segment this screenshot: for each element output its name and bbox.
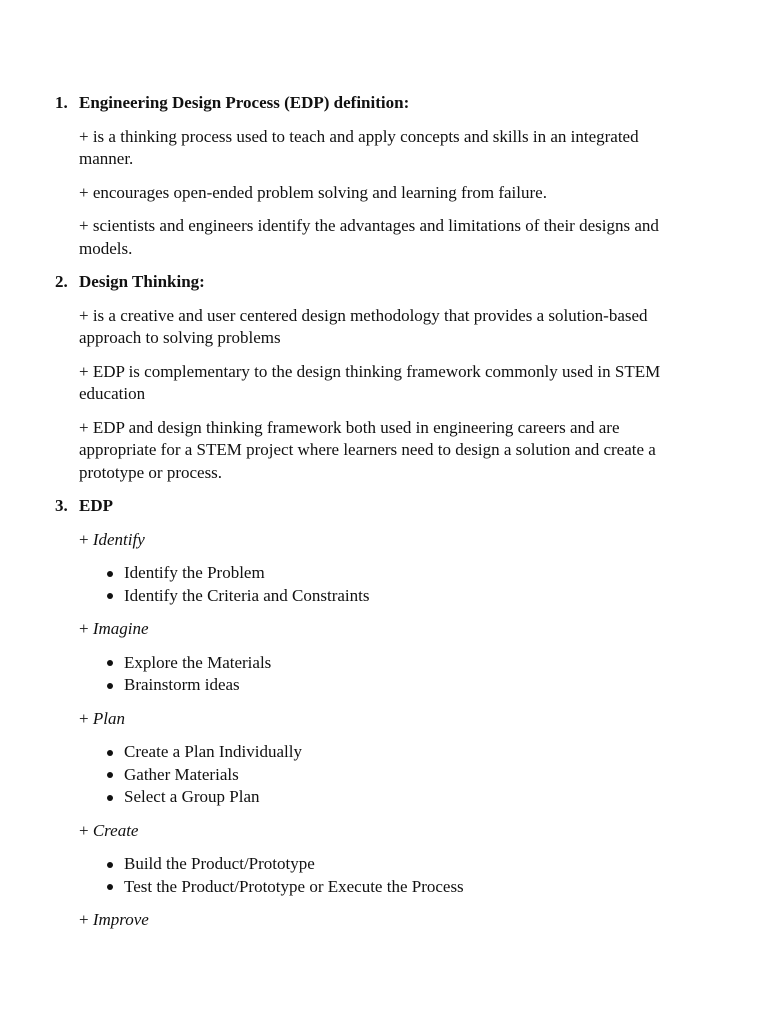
step-prefix: +: [79, 708, 93, 728]
paragraph: + is a thinking process used to teach and apply concepts and skills in an integrated manner.: [79, 126, 639, 168]
section-number: 1.: [55, 93, 68, 112]
section-title: Engineering Design Process (EDP) definition:: [79, 93, 410, 112]
list-item: Create a Plan Individually: [124, 741, 684, 764]
paragraph: + encourages open-ended problem solving and learning from failure.: [79, 182, 547, 202]
paragraph: + EDP is complementary to the design thinking framework commonly used in STEM education: [79, 361, 661, 403]
step-prefix: +: [79, 820, 93, 840]
step-items-imagine: [79, 652, 684, 697]
list-item: Explore the Materials: [124, 652, 684, 675]
step-label-plan: [79, 708, 684, 731]
paragraph: + EDP and design thinking framework both used in engineering careers and are appropriate for a STEM project where learners need to design a solution and create a prototype or process.: [79, 417, 656, 482]
step-name: Identify: [92, 529, 145, 549]
step-prefix: +: [79, 529, 93, 549]
section-number: 3.: [55, 496, 68, 515]
list-item: Gather Materials: [124, 764, 684, 787]
section-design-thinking: [55, 271, 684, 484]
list-item: Identify the Criteria and Constraints: [124, 585, 684, 608]
section-title: Design Thinking:: [79, 272, 205, 291]
step-name: Plan: [92, 708, 125, 728]
step-label-create: [79, 820, 684, 843]
list-item: Build the Product/Prototype: [124, 853, 684, 876]
section-edp-definition: [55, 92, 684, 260]
step-name: Improve: [92, 910, 149, 929]
section-number: 2.: [55, 272, 68, 291]
step-name: Imagine: [92, 619, 149, 638]
step-label-imagine: [79, 618, 684, 641]
step-label-improve: [79, 909, 684, 932]
paragraph: + scientists and engineers identify the advantages and limitations of their designs and models.: [79, 216, 659, 258]
list-item: Test the Product/Prototype or Execute the Process: [124, 876, 684, 899]
list-item: Brainstorm ideas: [124, 674, 684, 697]
section-edp-steps: [55, 495, 684, 932]
paragraph: + is a creative and user centered design methodology that provides a solution-based approach to solving problems: [79, 305, 648, 347]
step-label-identify: [79, 529, 684, 552]
step-prefix: +: [79, 910, 93, 929]
list-item: Identify the Problem: [124, 562, 684, 585]
list-item: Select a Group Plan: [124, 786, 684, 809]
step-items-identify: [79, 562, 684, 607]
section-title: EDP: [79, 496, 113, 515]
step-name: Create: [92, 820, 139, 840]
step-items-plan: [79, 741, 684, 809]
step-prefix: +: [79, 619, 93, 638]
step-items-create: [79, 853, 684, 898]
